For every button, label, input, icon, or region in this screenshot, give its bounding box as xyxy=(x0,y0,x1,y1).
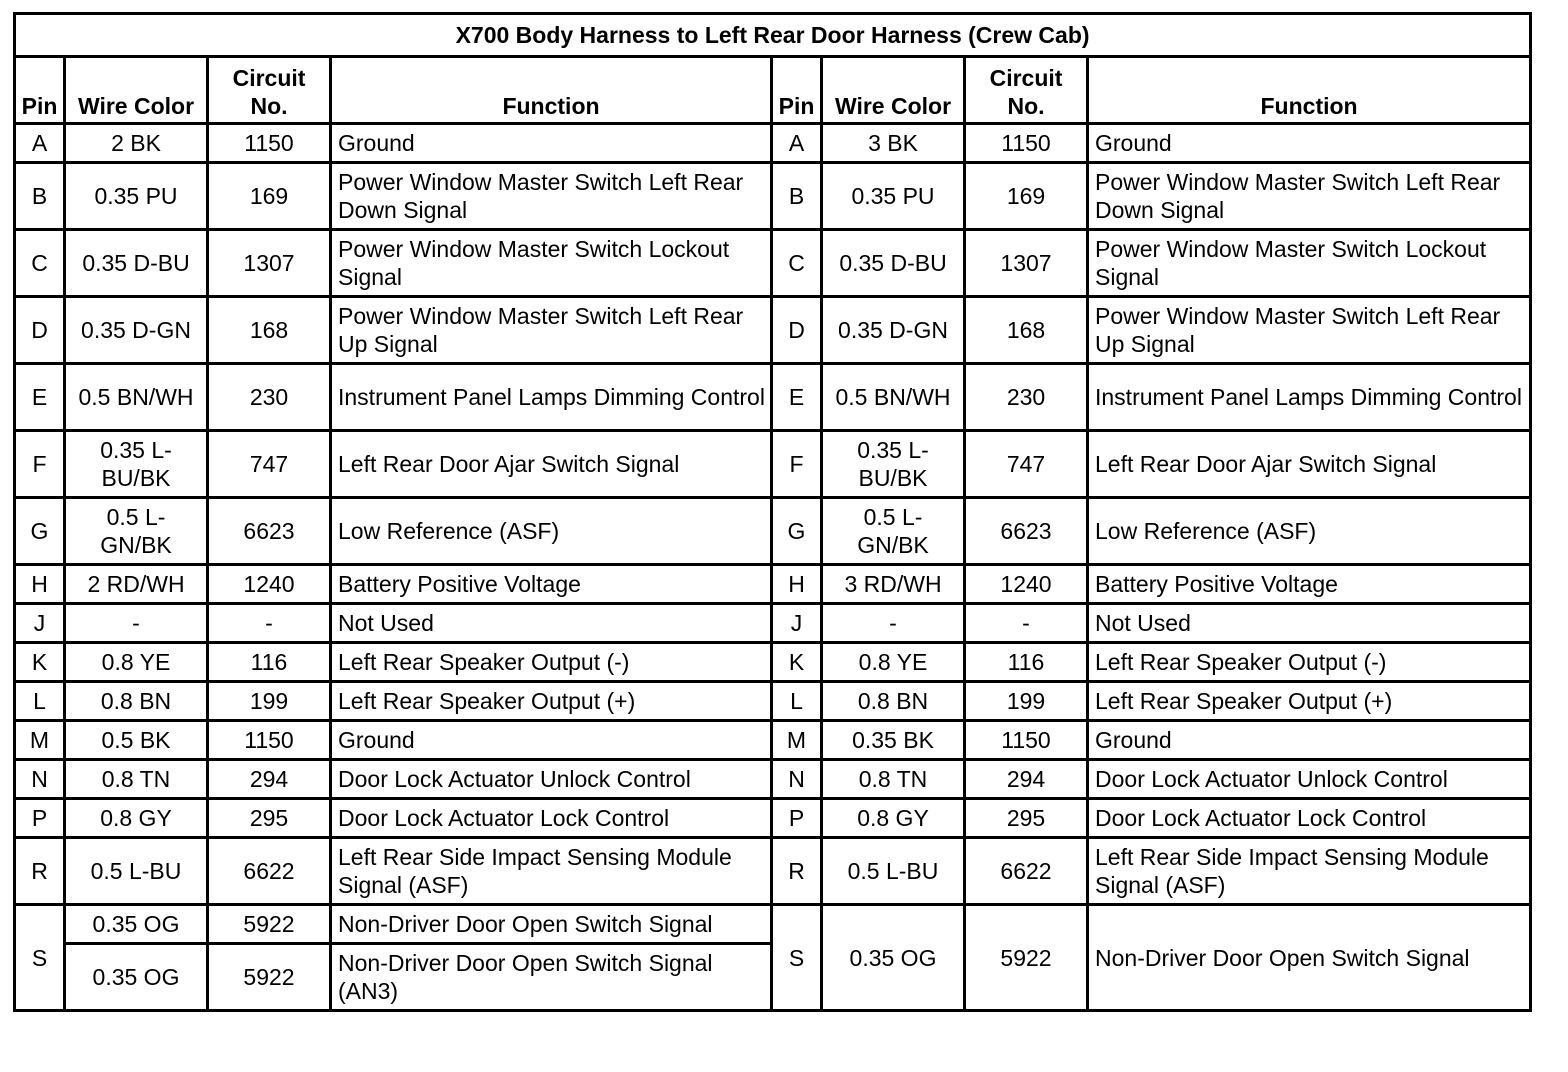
left-function: Not Used xyxy=(331,604,772,643)
right-pin: N xyxy=(772,760,822,799)
table-row xyxy=(15,682,1531,721)
left-circuit-no: 230 xyxy=(208,364,331,431)
right-function: Not Used xyxy=(1088,604,1531,643)
header-function-right: Function xyxy=(1088,57,1531,124)
table-row xyxy=(15,905,1531,944)
left-circuit-no: 1307 xyxy=(208,230,331,297)
right-function: Left Rear Speaker Output (-) xyxy=(1088,643,1531,682)
right-wire-color: 0.35 OG xyxy=(822,905,965,1011)
right-wire-color: 0.35 PU xyxy=(822,163,965,230)
right-circuit-no: 1150 xyxy=(965,721,1088,760)
left-pin: G xyxy=(15,498,65,565)
table-row xyxy=(15,297,1531,364)
left-pin: D xyxy=(15,297,65,364)
left-pin: B xyxy=(15,163,65,230)
right-wire-color: 3 RD/WH xyxy=(822,565,965,604)
left-wire-color: 0.35 PU xyxy=(65,163,208,230)
table-row xyxy=(15,721,1531,760)
header-wire-color-right: Wire Color xyxy=(822,57,965,124)
right-pin: F xyxy=(772,431,822,498)
left-wire-color: 0.8 YE xyxy=(65,643,208,682)
left-function: Battery Positive Voltage xyxy=(331,565,772,604)
left-function: Instrument Panel Lamps Dimming Control xyxy=(331,364,772,431)
right-circuit-no: 295 xyxy=(965,799,1088,838)
right-wire-color: 0.8 GY xyxy=(822,799,965,838)
right-function: Power Window Master Switch Left Rear Up Signal xyxy=(1088,297,1531,364)
left-pin: A xyxy=(15,124,65,163)
table-row xyxy=(15,643,1531,682)
left-wire-color: - xyxy=(65,604,208,643)
header-circuit-right xyxy=(965,57,1088,124)
right-function: Ground xyxy=(1088,124,1531,163)
table-row xyxy=(15,760,1531,799)
right-wire-color: 0.35 BK xyxy=(822,721,965,760)
left-function: Ground xyxy=(331,124,772,163)
right-circuit-no: 5922 xyxy=(965,905,1088,1011)
right-circuit-no: 1240 xyxy=(965,565,1088,604)
left-wire-color: 0.5 BK xyxy=(65,721,208,760)
table-row xyxy=(15,230,1531,297)
right-wire-color: 0.5 L-GN/BK xyxy=(822,498,965,565)
left-function: Left Rear Speaker Output (+) xyxy=(331,682,772,721)
right-circuit-no: 6623 xyxy=(965,498,1088,565)
right-function: Low Reference (ASF) xyxy=(1088,498,1531,565)
table-row xyxy=(15,498,1531,565)
left-wire-color: 0.5 L-BU xyxy=(65,838,208,905)
left-pin: M xyxy=(15,721,65,760)
right-circuit-no: 294 xyxy=(965,760,1088,799)
header-row xyxy=(15,57,1531,124)
right-pin: L xyxy=(772,682,822,721)
header-function-left: Function xyxy=(331,57,772,124)
right-function: Left Rear Side Impact Sensing Module Signal (ASF) xyxy=(1088,838,1531,905)
left-function: Power Window Master Switch Left Rear Down Signal xyxy=(331,163,772,230)
right-circuit-no: 1307 xyxy=(965,230,1088,297)
left-pin: H xyxy=(15,565,65,604)
left-pin: J xyxy=(15,604,65,643)
right-circuit-no: 1150 xyxy=(965,124,1088,163)
left-circuit-no: 199 xyxy=(208,682,331,721)
left-function: Power Window Master Switch Lockout Signal xyxy=(331,230,772,297)
right-function: Power Window Master Switch Left Rear Down Signal xyxy=(1088,163,1531,230)
left-circuit-no: 5922 xyxy=(208,905,331,944)
left-function: Left Rear Door Ajar Switch Signal xyxy=(331,431,772,498)
table-row xyxy=(15,364,1531,431)
right-circuit-no: 6622 xyxy=(965,838,1088,905)
left-circuit-no: 5922 xyxy=(208,944,331,1011)
header-circuit-left xyxy=(208,57,331,124)
header-circuit-line1: Circuit xyxy=(232,65,306,91)
left-wire-color: 0.8 GY xyxy=(65,799,208,838)
left-wire-color: 2 BK xyxy=(65,124,208,163)
right-pin: A xyxy=(772,124,822,163)
right-wire-color: 0.35 D-BU xyxy=(822,230,965,297)
table-row xyxy=(15,124,1531,163)
right-wire-color: 0.5 L-BU xyxy=(822,838,965,905)
right-function: Left Rear Speaker Output (+) xyxy=(1088,682,1531,721)
right-pin: E xyxy=(772,364,822,431)
left-pin: R xyxy=(15,838,65,905)
left-circuit-no: 1150 xyxy=(208,721,331,760)
right-pin: S xyxy=(772,905,822,1011)
header-pin-right: Pin xyxy=(772,57,822,124)
table-row xyxy=(15,799,1531,838)
table-row xyxy=(15,565,1531,604)
left-function: Left Rear Speaker Output (-) xyxy=(331,643,772,682)
right-function: Left Rear Door Ajar Switch Signal xyxy=(1088,431,1531,498)
header-circuit-line1: Circuit xyxy=(989,65,1063,91)
right-pin: P xyxy=(772,799,822,838)
right-function: Instrument Panel Lamps Dimming Control xyxy=(1088,364,1531,431)
left-wire-color: 0.8 BN xyxy=(65,682,208,721)
table-row xyxy=(15,163,1531,230)
left-function: Ground xyxy=(331,721,772,760)
left-function: Door Lock Actuator Unlock Control xyxy=(331,760,772,799)
right-circuit-no: 116 xyxy=(965,643,1088,682)
header-wire-color-left: Wire Color xyxy=(65,57,208,124)
left-function: Left Rear Side Impact Sensing Module Signal (ASF) xyxy=(331,838,772,905)
right-circuit-no: 168 xyxy=(965,297,1088,364)
left-function: Non-Driver Door Open Switch Signal xyxy=(331,905,772,944)
right-pin: G xyxy=(772,498,822,565)
table-title: X700 Body Harness to Left Rear Door Harness (Crew Cab) xyxy=(15,14,1531,57)
left-function: Door Lock Actuator Lock Control xyxy=(331,799,772,838)
header-circuit-line2: No. xyxy=(250,93,288,119)
right-pin: H xyxy=(772,565,822,604)
right-pin: M xyxy=(772,721,822,760)
left-function: Non-Driver Door Open Switch Signal (AN3) xyxy=(331,944,772,1011)
left-circuit-no: 168 xyxy=(208,297,331,364)
left-circuit-no: 747 xyxy=(208,431,331,498)
right-pin: C xyxy=(772,230,822,297)
right-function: Battery Positive Voltage xyxy=(1088,565,1531,604)
left-wire-color: 0.35 OG xyxy=(65,905,208,944)
right-wire-color: 0.8 YE xyxy=(822,643,965,682)
left-circuit-no: - xyxy=(208,604,331,643)
left-circuit-no: 294 xyxy=(208,760,331,799)
left-wire-color: 0.5 L-GN/BK xyxy=(65,498,208,565)
left-circuit-no: 295 xyxy=(208,799,331,838)
header-pin-left: Pin xyxy=(15,57,65,124)
table-row xyxy=(15,604,1531,643)
right-wire-color: 0.8 TN xyxy=(822,760,965,799)
right-wire-color: 0.8 BN xyxy=(822,682,965,721)
right-pin: B xyxy=(772,163,822,230)
right-function: Door Lock Actuator Unlock Control xyxy=(1088,760,1531,799)
left-pin: F xyxy=(15,431,65,498)
right-wire-color: 3 BK xyxy=(822,124,965,163)
left-circuit-no: 169 xyxy=(208,163,331,230)
left-wire-color: 0.35 D-BU xyxy=(65,230,208,297)
left-wire-color: 0.35 OG xyxy=(65,944,208,1011)
left-wire-color: 2 RD/WH xyxy=(65,565,208,604)
table-row xyxy=(15,838,1531,905)
right-circuit-no: - xyxy=(965,604,1088,643)
table-body xyxy=(15,124,1531,1011)
left-function: Power Window Master Switch Left Rear Up Signal xyxy=(331,297,772,364)
left-wire-color: 0.35 L-BU/BK xyxy=(65,431,208,498)
connector-table-container xyxy=(13,12,1529,1012)
connector-pinout-table xyxy=(13,12,1532,1012)
right-pin: D xyxy=(772,297,822,364)
left-pin: C xyxy=(15,230,65,297)
right-wire-color: 0.35 D-GN xyxy=(822,297,965,364)
right-pin: R xyxy=(772,838,822,905)
table-row xyxy=(15,431,1531,498)
left-circuit-no: 1150 xyxy=(208,124,331,163)
right-circuit-no: 199 xyxy=(965,682,1088,721)
left-pin: S xyxy=(15,905,65,1011)
left-circuit-no: 1240 xyxy=(208,565,331,604)
right-function: Ground xyxy=(1088,721,1531,760)
left-function: Low Reference (ASF) xyxy=(331,498,772,565)
right-pin: K xyxy=(772,643,822,682)
left-circuit-no: 116 xyxy=(208,643,331,682)
left-pin: K xyxy=(15,643,65,682)
right-wire-color: - xyxy=(822,604,965,643)
right-function: Door Lock Actuator Lock Control xyxy=(1088,799,1531,838)
left-pin: E xyxy=(15,364,65,431)
left-wire-color: 0.8 TN xyxy=(65,760,208,799)
right-function: Non-Driver Door Open Switch Signal xyxy=(1088,905,1531,1011)
right-pin: J xyxy=(772,604,822,643)
right-function: Power Window Master Switch Lockout Signal xyxy=(1088,230,1531,297)
right-circuit-no: 747 xyxy=(965,431,1088,498)
left-wire-color: 0.35 D-GN xyxy=(65,297,208,364)
right-wire-color: 0.35 L-BU/BK xyxy=(822,431,965,498)
right-circuit-no: 230 xyxy=(965,364,1088,431)
right-wire-color: 0.5 BN/WH xyxy=(822,364,965,431)
left-pin: N xyxy=(15,760,65,799)
left-circuit-no: 6623 xyxy=(208,498,331,565)
left-pin: P xyxy=(15,799,65,838)
left-pin: L xyxy=(15,682,65,721)
right-circuit-no: 169 xyxy=(965,163,1088,230)
header-circuit-line2: No. xyxy=(1007,93,1045,119)
left-circuit-no: 6622 xyxy=(208,838,331,905)
left-wire-color: 0.5 BN/WH xyxy=(65,364,208,431)
